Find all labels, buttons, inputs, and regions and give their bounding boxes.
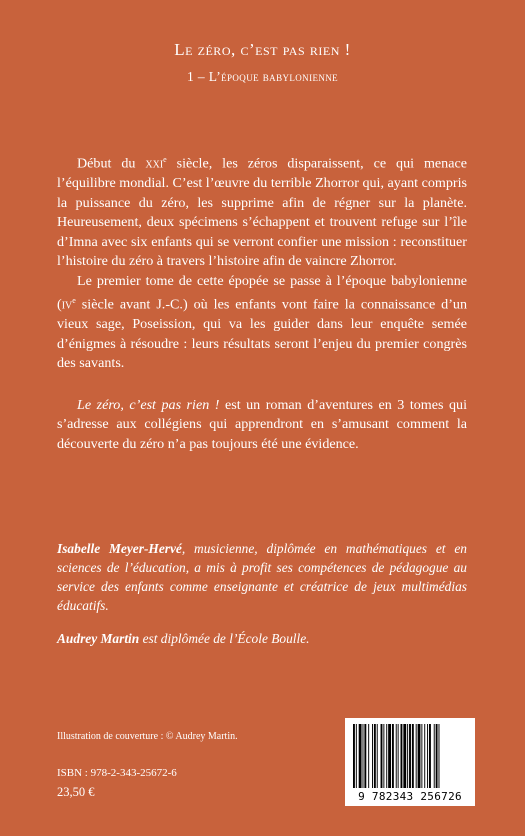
barcode-bar <box>368 724 369 788</box>
blurb-text: siècle, les zéros disparaissent, ce qui menace l’équilibre mondial. C’est l’œuvre du terrible Zhorror qui, ayant compris la puissance du zéro, les supprime afin de régner sur la planète. Heureusement, deux spécimens s’échappent et trouvent refuge sur l’île d’Imna avec six enfants qui se verront confier une mission : reconstituer l’histoire du zéro à travers l’histoire afin de vaincre Zhorror. <box>57 155 467 270</box>
blurb-text: Début du <box>77 155 146 172</box>
blurb-text: siècle avant J.-C.) où les enfants vont faire la connaissance d’un vieux sage, Poseission, qui va les guider dans leur enquête semée d’énigmes à résoudre : leurs résultats seront l’enjeu du premier congrès des savants. <box>57 296 467 372</box>
blurb-text: est un roman d’aventures en 3 tomes qui s’adresse aux collégiens qui apprendront en s’amusant comment la découverte du zéro n’a pas toujours été une évidence. <box>57 396 468 452</box>
barcode-bar <box>353 724 355 788</box>
barcode-digits: 9 782343 256726 <box>358 790 462 803</box>
barcode-bar <box>421 724 422 788</box>
price: 23,50 € <box>57 785 95 799</box>
superscript: e <box>72 296 76 306</box>
barcode-bar <box>401 724 403 788</box>
barcode-bar <box>418 724 421 788</box>
isbn: ISBN : 978-2-343-25672-6 <box>57 767 177 779</box>
barcode-bar <box>356 724 357 788</box>
superscript: e <box>163 155 167 164</box>
barcode-bar <box>429 724 431 788</box>
blurb <box>57 150 467 454</box>
barcode-bar <box>436 724 438 788</box>
author-bio-2 <box>57 629 467 648</box>
barcode-bars <box>351 724 469 788</box>
barcode-bar <box>374 724 376 788</box>
illustrator-name: Audrey Martin <box>57 631 140 646</box>
blurb-paragraph-3 <box>57 396 467 455</box>
barcode-bar <box>364 724 366 788</box>
barcode-bar <box>439 724 440 788</box>
author-bio-text: , musicienne, diplômée en mathématiques et en sciences de l’éducation, a mis à profit ses compétences de pédagogue au service des enfants comme enseignante et créatrice de jeux multimédias éducatifs. <box>57 541 467 613</box>
century-numeral: xxi <box>145 155 164 172</box>
barcode-bar <box>407 724 408 788</box>
illustrator-bio-text: est diplômée de l’École Boulle. <box>139 631 310 646</box>
barcode-bar <box>392 724 394 788</box>
barcode-bar <box>383 724 384 788</box>
blurb-paragraph-2 <box>57 272 467 374</box>
book-subtitle: 1 – L’époque babylonienne <box>186 69 339 84</box>
title-reference: Le zéro, c’est pas rien ! <box>77 396 220 413</box>
author-bios <box>57 539 467 648</box>
barcode <box>345 718 475 806</box>
barcode-bar <box>372 724 373 788</box>
barcode-bar <box>427 724 428 788</box>
barcode-bar <box>403 724 406 788</box>
barcode-bar <box>434 724 435 788</box>
century-numeral: iv <box>61 296 73 313</box>
barcode-bar <box>359 724 362 788</box>
barcode-bar <box>398 724 399 788</box>
blurb-paragraph-1 <box>57 150 467 272</box>
barcode-bar <box>396 724 397 788</box>
barcode-bar <box>381 724 383 788</box>
barcode-bar <box>388 724 391 788</box>
barcode-bar <box>412 724 414 788</box>
barcode-bar <box>363 724 364 788</box>
barcode-bar <box>409 724 411 788</box>
book-title: Le zéro, c’est pas rien ! <box>174 40 351 59</box>
barcode-bar <box>424 724 425 788</box>
barcode-bar <box>416 724 417 788</box>
illustration-credit: Illustration de couverture : © Audrey Martin. <box>57 731 238 742</box>
author-bio-1 <box>57 539 467 615</box>
barcode-bar <box>377 724 378 788</box>
author-name: Isabelle Meyer-Hervé <box>57 541 182 556</box>
blurb-text: Le premier tome de cette épopée se passe à l’époque babylonienne ( <box>57 272 467 313</box>
barcode-bar <box>386 724 387 788</box>
